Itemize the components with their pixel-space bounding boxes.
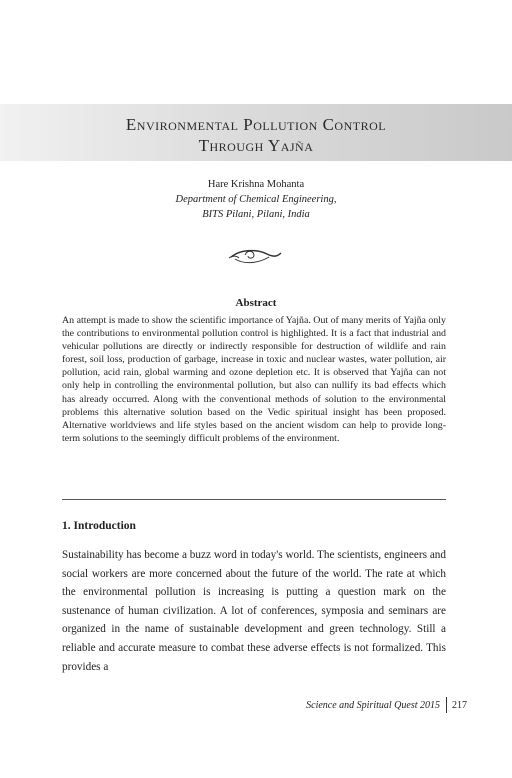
journal-name: Science and Spiritual Quest 2015 [306,699,440,711]
paper-title-line-2: Through Yajña [198,136,314,155]
author-department: Department of Chemical Engineering, [175,194,337,205]
section-heading: 1. Introduction [62,520,136,532]
author-institution: BITS Pilani, Pilani, India [202,209,310,220]
author-name: Hare Krishna Mohanta [207,179,305,190]
paper-title-line-1: Environmental Pollution Control [125,115,387,134]
page-number: 217 [452,699,467,711]
flourish-ornament-icon [227,245,285,267]
abstract-heading: Abstract [235,297,277,309]
abstract-text: An attempt is made to show the scientific importance of Yajña. Out of many merits of Yajña only the contributions to environmental pollution control is highlighted. It is a fact that industrial and vehicular pollutions are directly or indirectly responsible for destruction of wildlife and rain forest, soil loss, production of garbage, increase in toxic and nuclear wastes, water pollution, air pollution, acid rain, global warming and ozone depletion etc. It is observed that Yajña can not only help in controlling the environmental pollution, but also can nullify its bad effects which has already occurred. Along with the conventional methods of solution to the environmental problems this alternative solution based on the Vedic spiritual insight has been proposed. Alternative worldviews and life styles based on the ancient wisdom can help to provide long-term solutions to the seemingly difficult problems of the environment. [62,315,446,444]
page-footer [306,697,467,713]
section-text: Sustainability has become a buzz word in today's world. The scientists, engineers and social workers are more concerned about the future of the world. The rate at which the environmental pollution is increasing is putting a question mark on the sustenance of human civilization. A lot of conferences, symposia and seminars are organized in the name of sustainable development and green technology. Still a reliable and accurate measure to combat these adverse effects is not formalized. This provides a [62,549,446,673]
abstract-divider [62,499,446,500]
